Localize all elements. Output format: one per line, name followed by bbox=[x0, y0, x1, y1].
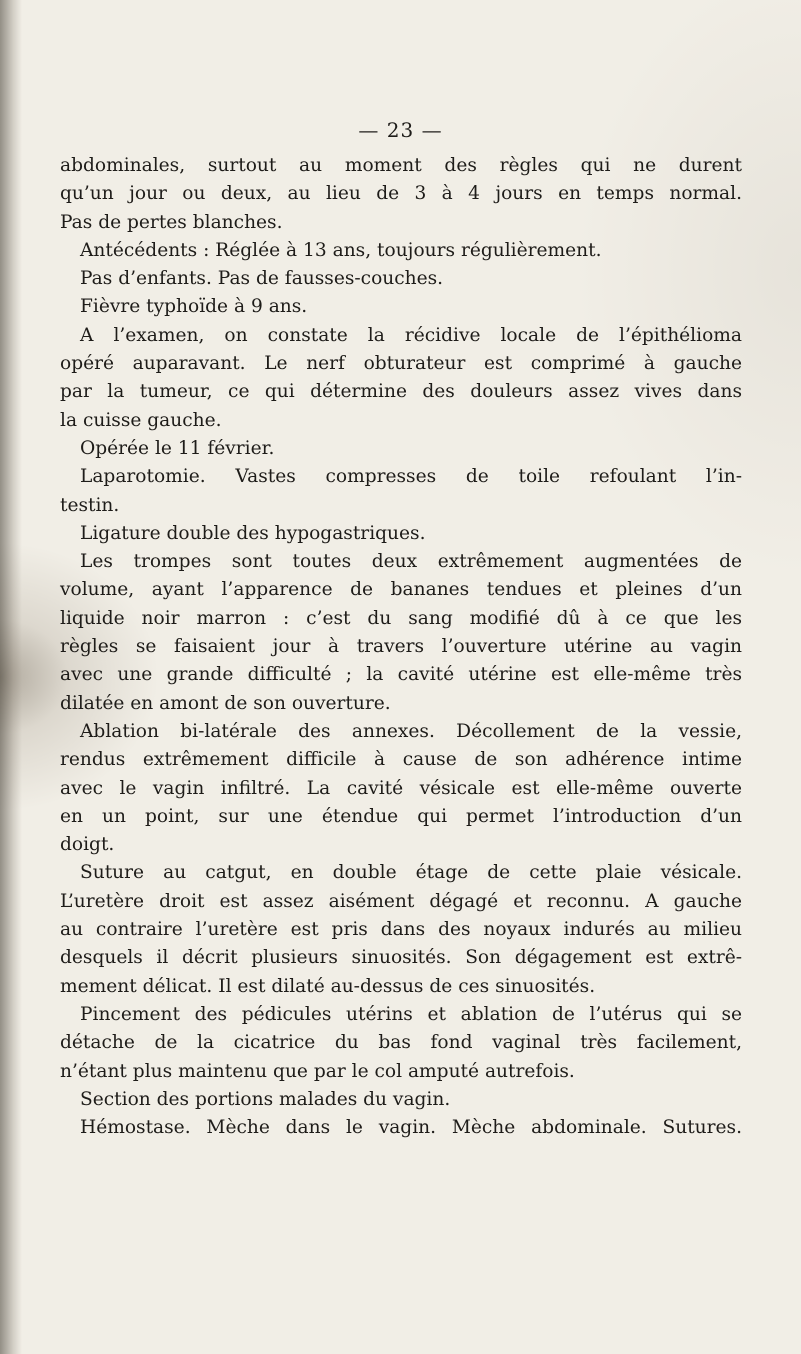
text-line: Fièvre typhoïde à 9 ans. bbox=[80, 296, 308, 318]
text-line: liquide noir marron : c’est du sang modifié dû à ce que les bbox=[60, 607, 742, 629]
text-line: par la tumeur, ce qui détermine des douleurs assez vives dans bbox=[60, 381, 742, 403]
text-line: mement délicat. Il est dilaté au-dessus de ces sinuosités. bbox=[60, 975, 596, 997]
page-number: — 23 — bbox=[358, 118, 443, 142]
text-line: Laparotomie. Vastes compresses de toile refoulant l’in- bbox=[80, 466, 742, 488]
text-line: détache de la cicatrice du bas fond vaginal très facilement, bbox=[60, 1032, 742, 1054]
text-line: opéré auparavant. Le nerf obturateur est comprimé à gauche bbox=[60, 353, 742, 375]
text-line: la cuisse gauche. bbox=[60, 409, 222, 431]
text-line: Ablation bi-latérale des annexes. Décollement de la vessie, bbox=[80, 720, 742, 742]
text-line: Les trompes sont toutes deux extrêmement augmentées de bbox=[80, 551, 742, 573]
text-line: dilatée en amont de son ouverture. bbox=[60, 692, 391, 714]
text-line: Ligature double des hypogastriques. bbox=[80, 522, 426, 544]
text-line: en un point, sur une étendue qui permet l’introduction d’un bbox=[60, 805, 742, 827]
text-line: règles se faisaient jour à travers l’ouverture utérine au vagin bbox=[60, 636, 742, 658]
text-line: desquels il décrit plusieurs sinuosités. Son dégagement est extrê- bbox=[60, 947, 742, 969]
text-line: A l’examen, on constate la récidive locale de l’épithélioma bbox=[80, 324, 742, 346]
text-line: testin. bbox=[60, 494, 120, 516]
text-line: au contraire l’uretère est pris dans des noyaux indurés au milieu bbox=[60, 919, 742, 941]
text-line: Section des portions malades du vagin. bbox=[80, 1088, 451, 1110]
text-line: rendus extrêmement difficile à cause de son adhérence intime bbox=[60, 749, 742, 771]
text-line: Pas de pertes blanches. bbox=[60, 211, 283, 233]
text-line: Pincement des pédicules utérins et ablation de l’utérus qui se bbox=[80, 1003, 742, 1025]
text-line: Hémostase. Mèche dans le vagin. Mèche abdominale. Sutures. bbox=[80, 1117, 742, 1139]
text-line: Pas d’enfants. Pas de fausses-couches. bbox=[80, 268, 444, 290]
text-line: Opérée le 11 février. bbox=[80, 437, 275, 459]
text-line: L’uretère droit est assez aisément dégagé et reconnu. A gauche bbox=[60, 890, 742, 912]
text-line: qu’un jour ou deux, au lieu de 3 à 4 jours en temps normal. bbox=[60, 183, 742, 205]
page-edge-shadow bbox=[0, 0, 22, 1354]
text-line: Antécédents : Réglée à 13 ans, toujours régulièrement. bbox=[80, 239, 602, 261]
text-line: doigt. bbox=[60, 834, 115, 856]
text-line: avec une grande difficulté ; la cavité utérine est elle-même très bbox=[60, 664, 742, 686]
text-line: n’étant plus maintenu que par le col amputé autrefois. bbox=[60, 1060, 575, 1082]
text-line: avec le vagin infiltré. La cavité vésicale est elle-même ouverte bbox=[60, 777, 742, 799]
text-line: volume, ayant l’apparence de bananes tendues et pleines d’un bbox=[60, 579, 742, 601]
text-line: abdominales, surtout au moment des règles qui ne durent bbox=[60, 155, 742, 176]
text-line: Suture au catgut, en double étage de cette plaie vésicale. bbox=[80, 862, 742, 884]
body-text bbox=[60, 152, 742, 1142]
